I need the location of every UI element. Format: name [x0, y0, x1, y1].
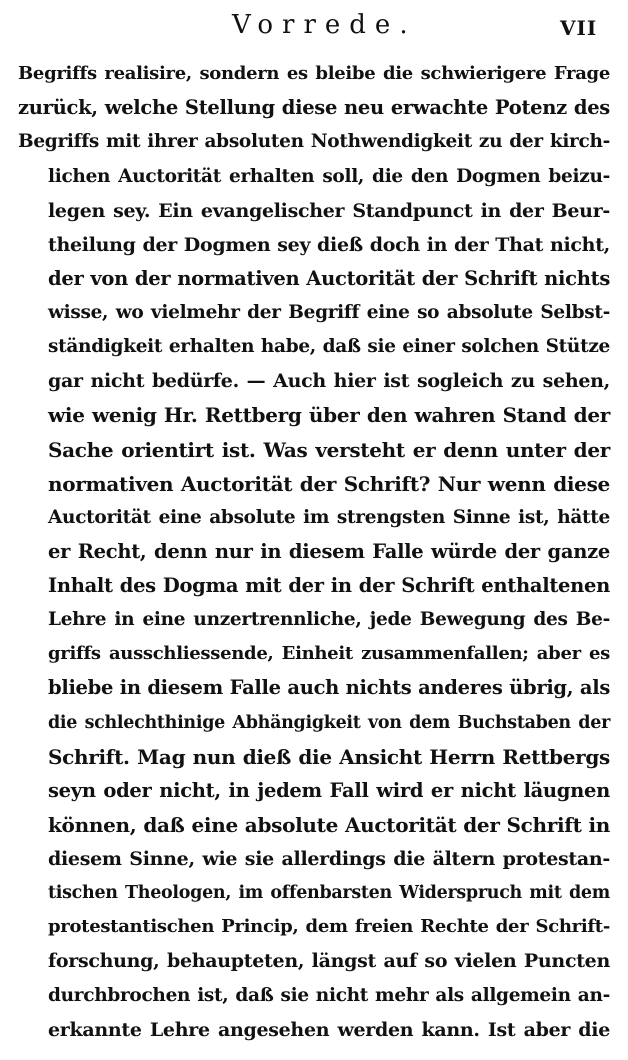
page-number: VII	[560, 16, 598, 40]
text-line: Sache orientirt ist. Was versteht er denn unter der	[48, 438, 610, 462]
text-line: erkannte Lehre angesehen werden kann. Ist aber die	[48, 1019, 610, 1041]
text-line: zurück, welche Stellung diese neu erwachte Potenz des	[18, 96, 610, 119]
text-line: lichen Auctorität erhalten soll, die den Dogmen beizu-	[48, 166, 610, 187]
text-line: Inhalt des Dogma mit der in der Schrift enthaltenen	[48, 574, 610, 597]
text-line: seyn oder nicht, in jedem Fall wird er nicht läugnen	[48, 779, 610, 802]
running-title: Vorrede.	[232, 10, 417, 40]
text-line: bliebe in diesem Falle auch nichts anderes übrig, als	[48, 676, 610, 699]
text-line: durchbrochen ist, daß sie nicht mehr als allgemein an-	[48, 985, 610, 1006]
text-line: Begriffs mit ihrer absoluten Nothwendigkeit zu der kirch-	[18, 131, 610, 152]
text-line: normativen Auctorität der Schrift? Nur wenn diese	[48, 472, 610, 496]
text-line: Schrift. Mag nun dieß die Ansicht Herrn Rettbergs	[48, 745, 610, 769]
text-line: gar nicht bedürfe. — Auch hier ist sogleich zu sehen,	[48, 370, 610, 392]
text-line: Auctorität eine absolute im strengsten Sinne ist, hätte	[48, 507, 610, 528]
text-line: theilung der Dogmen sey dieß doch in der That nicht,	[48, 234, 610, 256]
text-line: der von der normativen Auctorität der Schrift nichts	[48, 267, 610, 290]
running-head	[0, 10, 628, 50]
text-line: diesem Sinne, wie sie allerdings die ältern protestan-	[48, 848, 610, 870]
text-line: tischen Theologen, im offenbarsten Widerspruch mit dem	[48, 883, 610, 903]
text-line: wie wenig Hr. Rettberg über den wahren Stand der	[48, 403, 610, 427]
text-line: er Recht, denn nur in diesem Falle würde der ganze	[48, 540, 610, 563]
text-line: Lehre in eine unzertrennliche, jede Bewegung des Be-	[48, 609, 610, 630]
text-line: die schlechthinige Abhängigkeit von dem Buchstaben der	[48, 713, 610, 733]
text-line: protestantischen Princip, dem freien Rechte der Schrift-	[48, 916, 610, 937]
text-line: können, daß eine absolute Auctorität der Schrift in	[48, 813, 610, 837]
text-line: Begriffs realisire, sondern es bleibe die schwierigere Frage	[18, 63, 610, 84]
text-line: griffs ausschliessende, Einheit zusammenfallen; aber es	[48, 643, 610, 664]
text-line: forschung, behaupteten, längst auf so vielen Puncten	[48, 950, 610, 972]
text-line: ständigkeit erhalten habe, daß sie einer solchen Stütze	[48, 336, 610, 357]
text-line: wisse, wo vielmehr der Begriff eine so absolute Selbst-	[48, 302, 610, 323]
text-line: legen sey. Ein evangelischer Standpunct in der Beur-	[48, 200, 610, 222]
